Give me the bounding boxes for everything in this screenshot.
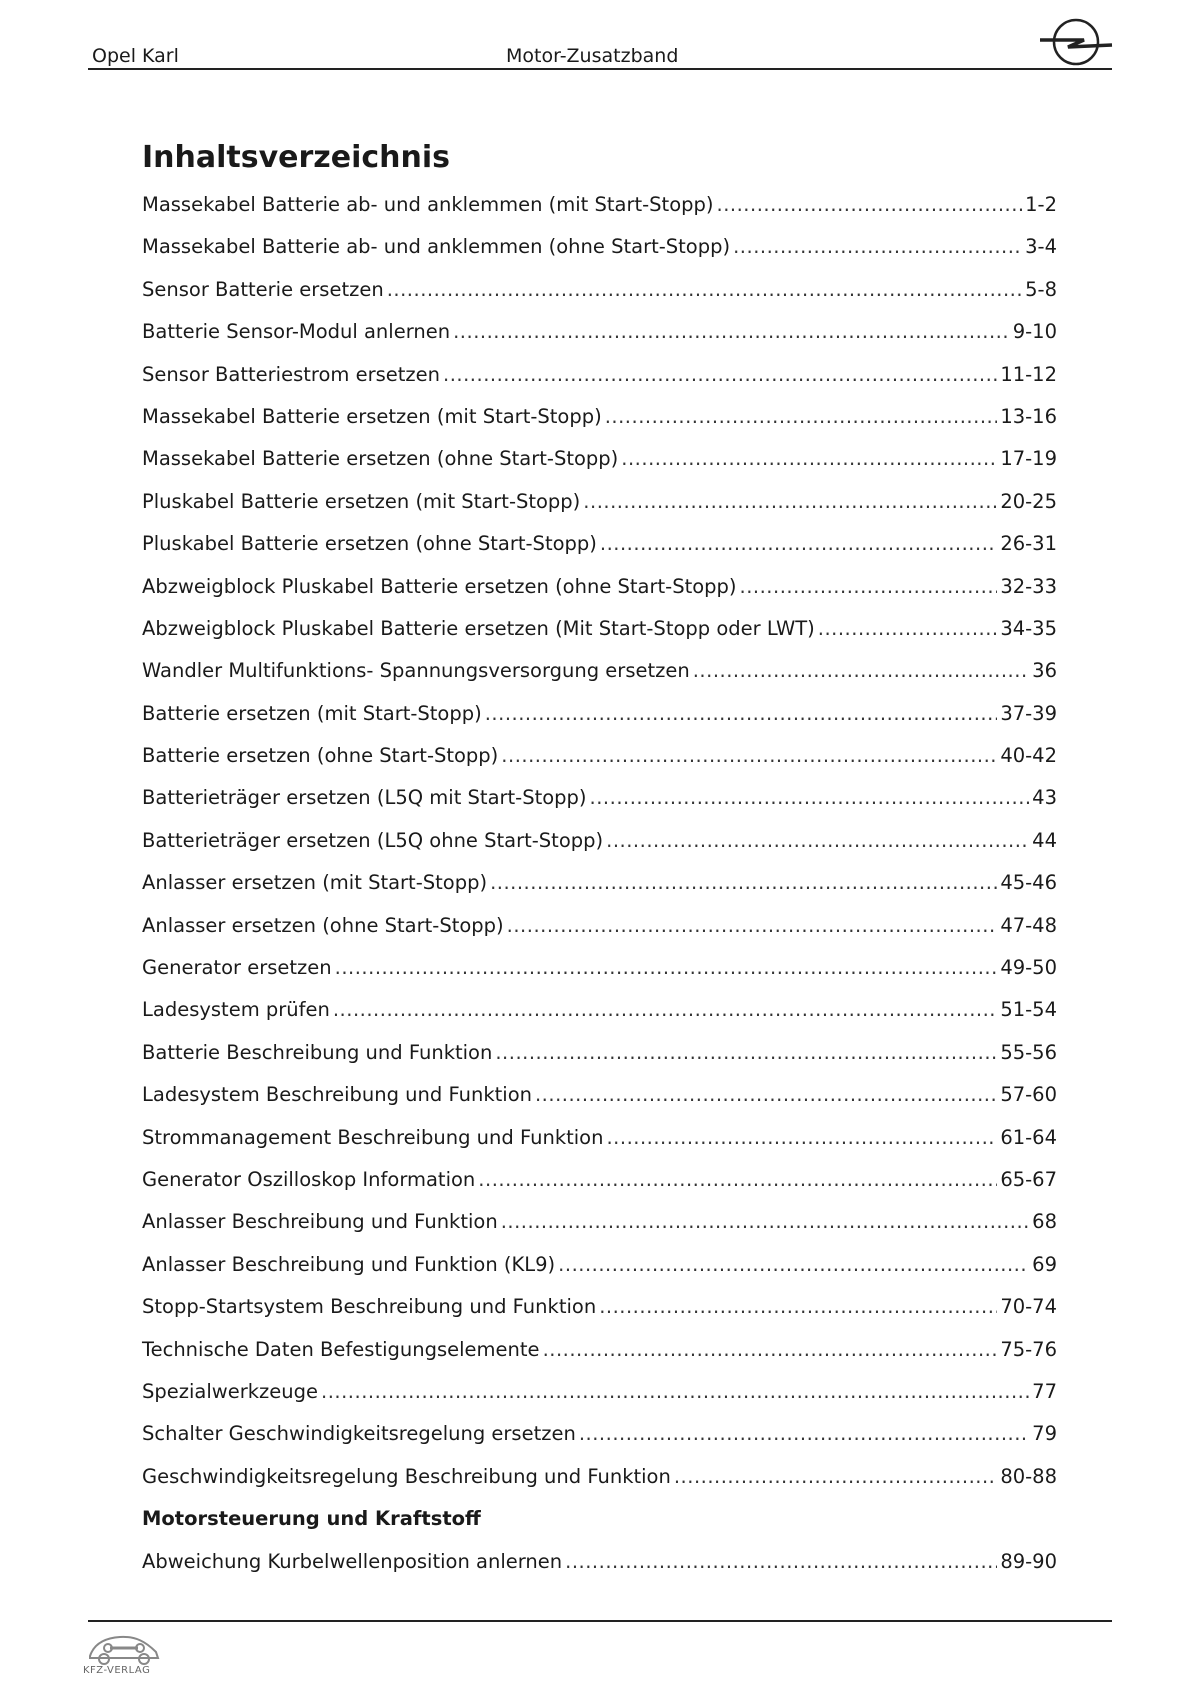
toc-entry[interactable] [142, 532, 1057, 574]
toc-entry-label: Stopp-Startsystem Beschreibung und Funktion [142, 1295, 597, 1319]
toc-entry-pages: 75-76 [1000, 1337, 1057, 1361]
toc-entry[interactable] [142, 235, 1057, 277]
toc-leader-dots [501, 744, 997, 767]
toc-entry-pages: 68 [1032, 1210, 1057, 1234]
toc-entry-label: Massekabel Batterie ersetzen (mit Start-Stopp) [142, 404, 602, 428]
toc-leader-dots [717, 193, 1023, 216]
toc-entry-pages: 26-31 [1000, 532, 1057, 556]
toc-section-heading [142, 1507, 1057, 1549]
toc-leader-dots [333, 998, 997, 1021]
toc-leader-dots [565, 1550, 997, 1573]
toc-entry[interactable] [142, 617, 1057, 659]
toc-entry-pages: 51-54 [1000, 998, 1057, 1022]
toc-entry[interactable] [142, 1550, 1057, 1592]
toc-entry[interactable] [142, 702, 1057, 744]
toc-entry[interactable] [142, 1126, 1057, 1168]
toc-entry[interactable] [142, 363, 1057, 405]
toc-entry-pages: 49-50 [1000, 956, 1057, 980]
toc-leader-dots [600, 532, 997, 555]
toc-entry-label: Batterieträger ersetzen (L5Q mit Start-Stopp) [142, 786, 587, 810]
toc-leader-dots [535, 1083, 997, 1106]
toc-leader-dots [321, 1380, 1029, 1403]
toc-entry-label: Abzweigblock Pluskabel Batterie ersetzen (Mit Start-Stopp oder LWT) [142, 616, 815, 640]
toc-leader-dots [605, 405, 998, 428]
toc-entry[interactable] [142, 447, 1057, 489]
toc-entry-pages: 5-8 [1025, 277, 1057, 301]
toc-leader-dots [674, 1465, 997, 1488]
toc-entry-label: Sensor Batteriestrom ersetzen [142, 362, 441, 386]
toc-entry[interactable] [142, 786, 1057, 828]
page-header [88, 40, 1112, 70]
toc-entry-label: Anlasser Beschreibung und Funktion [142, 1210, 498, 1234]
toc-entry-pages: 44 [1032, 828, 1057, 852]
toc-entry-label: Anlasser Beschreibung und Funktion (KL9) [142, 1252, 556, 1276]
toc-entry-label: Generator Oszilloskop Information [142, 1167, 476, 1191]
toc-entry[interactable] [142, 829, 1057, 871]
toc-leader-dots [740, 575, 998, 598]
toc-entry-pages: 32-33 [1000, 574, 1057, 598]
header-rule [88, 68, 1112, 70]
toc-entry-label: Abweichung Kurbelwellenposition anlernen [142, 1549, 563, 1573]
toc-entry-label: Spezialwerkzeuge [142, 1379, 318, 1403]
toc-entry-pages: 80-88 [1000, 1464, 1057, 1488]
toc-leader-dots [733, 235, 1022, 258]
toc-leader-dots [579, 1422, 1029, 1445]
toc-entry[interactable] [142, 278, 1057, 320]
toc-entry-pages: 17-19 [1000, 447, 1057, 471]
toc-entry-label: Geschwindigkeitsregelung Beschreibung und Funktion [142, 1464, 671, 1488]
toc-entry[interactable] [142, 998, 1057, 1040]
toc-entry-label: Anlasser ersetzen (ohne Start-Stopp) [142, 913, 504, 937]
toc-leader-dots [558, 1253, 1029, 1276]
toc-entry-pages: 65-67 [1000, 1167, 1057, 1191]
toc-entry[interactable] [142, 1295, 1057, 1337]
toc-entry-pages: 77 [1032, 1379, 1057, 1403]
toc-entry[interactable] [142, 405, 1057, 447]
toc-entry[interactable] [142, 1210, 1057, 1252]
toc-entry-pages: 69 [1032, 1252, 1057, 1276]
toc-entry-pages: 20-25 [1000, 489, 1057, 513]
toc-entry-pages: 57-60 [1000, 1083, 1057, 1107]
toc-leader-dots [818, 617, 998, 640]
toc-entry-pages: 37-39 [1000, 701, 1057, 725]
toc-entry[interactable] [142, 1041, 1057, 1083]
header-model: Opel Karl [92, 45, 179, 67]
toc-leader-dots [590, 786, 1030, 809]
footer-brand: KFZ-VERLAG [83, 1665, 151, 1676]
toc-entry[interactable] [142, 1338, 1057, 1380]
toc-leader-dots [501, 1210, 1029, 1233]
toc-entry-pages: 34-35 [1000, 616, 1057, 640]
toc-entry-label: Wandler Multifunktions- Spannungsversorgung ersetzen [142, 659, 690, 683]
toc-entry[interactable] [142, 193, 1057, 235]
toc-leader-dots [387, 278, 1022, 301]
toc-leader-dots [583, 490, 997, 513]
toc-entry-pages: 43 [1032, 786, 1057, 810]
toc-entry-label: Massekabel Batterie ab- und anklemmen (mit Start-Stopp) [142, 193, 714, 216]
toc-entry[interactable] [142, 1422, 1057, 1464]
toc-title: Inhaltsverzeichnis [142, 140, 451, 175]
toc-entry-pages: 36 [1032, 659, 1057, 683]
toc-entry-label: Generator ersetzen [142, 956, 332, 980]
toc-entry-label: Strommanagement Beschreibung und Funktion [142, 1125, 604, 1149]
header-volume-title: Motor-Zusatzband [506, 45, 679, 67]
toc-leader-dots [485, 702, 998, 725]
toc-entry[interactable] [142, 1380, 1057, 1422]
toc-entry-label: Massekabel Batterie ersetzen (ohne Start-Stopp) [142, 447, 619, 471]
toc-entry-pages: 3-4 [1025, 235, 1057, 259]
opel-logo-icon [1038, 14, 1114, 70]
toc-entry[interactable] [142, 914, 1057, 956]
toc-entry-label: Schalter Geschwindigkeitsregelung ersetzen [142, 1422, 576, 1446]
toc-entry-pages: 70-74 [1000, 1295, 1057, 1319]
toc-entry[interactable] [142, 1168, 1057, 1210]
toc-entry[interactable] [142, 1083, 1057, 1125]
toc-entry[interactable] [142, 1253, 1057, 1295]
toc-leader-dots [693, 659, 1029, 682]
toc-leader-dots [495, 1041, 997, 1064]
toc-leader-dots [543, 1338, 998, 1361]
toc-entry-pages: 55-56 [1000, 1040, 1057, 1064]
toc-entry-label: Batterie ersetzen (ohne Start-Stopp) [142, 744, 499, 768]
toc-entry[interactable] [142, 1465, 1057, 1507]
toc-leader-dots [478, 1168, 997, 1191]
toc-entry[interactable] [142, 575, 1057, 617]
toc-entry-label: Anlasser ersetzen (mit Start-Stopp) [142, 871, 488, 895]
toc-leader-dots [443, 363, 997, 386]
toc-entry-pages: 89-90 [1000, 1549, 1057, 1573]
toc-entry[interactable] [142, 956, 1057, 998]
toc-leader-dots [453, 320, 1010, 343]
toc-leader-dots [490, 871, 997, 894]
table-of-contents [142, 193, 1057, 1592]
toc-leader-dots [335, 956, 998, 979]
toc-entry-pages: 47-48 [1000, 913, 1057, 937]
toc-leader-dots [599, 1295, 997, 1318]
toc-entry-label: Technische Daten Befestigungselemente [142, 1337, 540, 1361]
toc-leader-dots [606, 829, 1029, 852]
toc-entry-label: Sensor Batterie ersetzen [142, 277, 384, 301]
toc-entry-label: Abzweigblock Pluskabel Batterie ersetzen (ohne Start-Stopp) [142, 574, 737, 598]
toc-entry-pages: 13-16 [1000, 404, 1057, 428]
toc-entry-pages: 1-2 [1025, 193, 1057, 216]
toc-leader-dots [621, 447, 997, 470]
toc-entry-label: Massekabel Batterie ab- und anklemmen (ohne Start-Stopp) [142, 235, 731, 259]
toc-leader-dots [606, 1126, 997, 1149]
toc-entry-pages: 40-42 [1000, 744, 1057, 768]
toc-entry[interactable] [142, 659, 1057, 701]
toc-entry[interactable] [142, 490, 1057, 532]
toc-entry-pages: 11-12 [1000, 362, 1057, 386]
section-heading-label: Motorsteuerung und Kraftstoff [142, 1507, 481, 1531]
toc-entry-label: Ladesystem Beschreibung und Funktion [142, 1083, 532, 1107]
toc-entry-pages: 9-10 [1012, 320, 1057, 344]
toc-entry-label: Batterieträger ersetzen (L5Q ohne Start-Stopp) [142, 828, 604, 852]
toc-entry-label: Ladesystem prüfen [142, 998, 330, 1022]
toc-leader-dots [507, 914, 998, 937]
toc-entry-pages: 79 [1032, 1422, 1057, 1446]
toc-entry[interactable] [142, 871, 1057, 913]
footer-rule [88, 1620, 1112, 1622]
toc-entry-label: Batterie Beschreibung und Funktion [142, 1040, 493, 1064]
toc-entry-pages: 45-46 [1000, 871, 1057, 895]
toc-entry-label: Pluskabel Batterie ersetzen (mit Start-Stopp) [142, 489, 581, 513]
toc-entry-label: Pluskabel Batterie ersetzen (ohne Start-Stopp) [142, 532, 597, 556]
toc-entry[interactable] [142, 320, 1057, 362]
toc-entry[interactable] [142, 744, 1057, 786]
toc-entry-pages: 61-64 [1000, 1125, 1057, 1149]
toc-entry-label: Batterie ersetzen (mit Start-Stopp) [142, 701, 482, 725]
toc-entry-label: Batterie Sensor-Modul anlernen [142, 320, 451, 344]
